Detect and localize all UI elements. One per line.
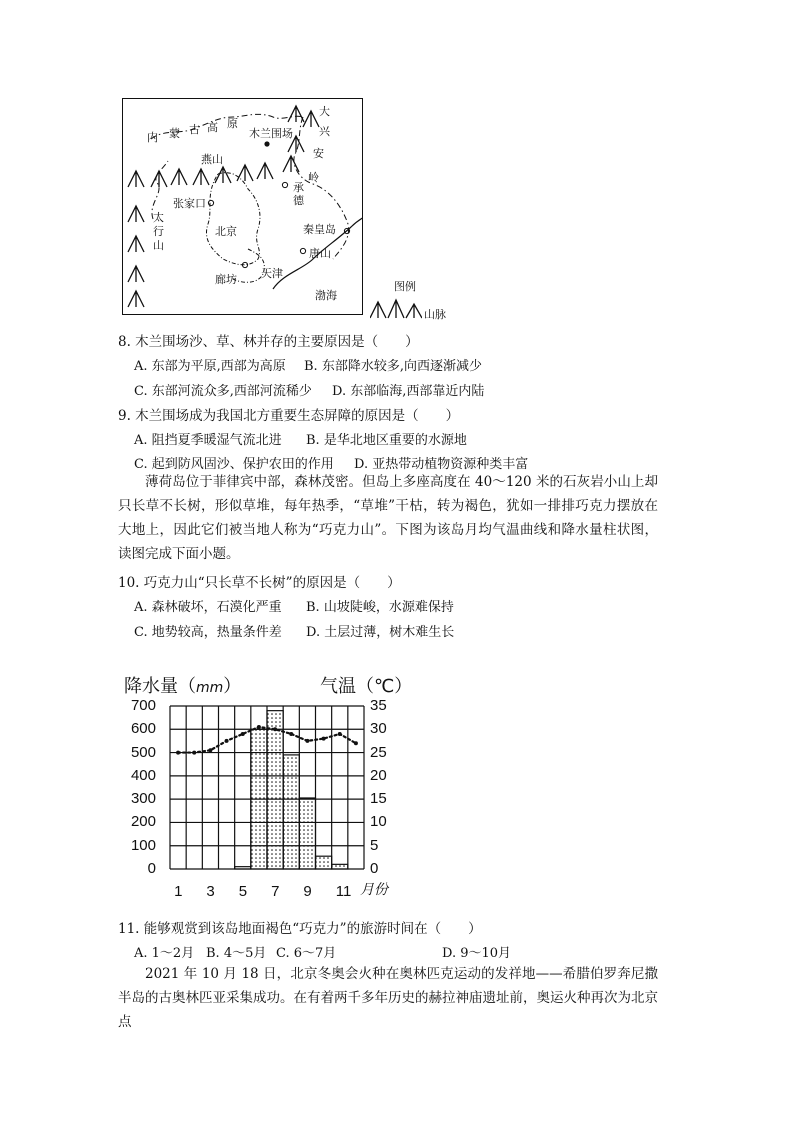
label-nei: 内 (147, 131, 158, 144)
label-gao: 高 (207, 121, 218, 134)
label-taihang-2: 行 (153, 225, 164, 238)
label-gu: 古 (189, 123, 200, 136)
precip-bar (316, 856, 332, 869)
q8-option-b: B. 东部降水较多,向西逐渐减少 (304, 359, 482, 374)
left-tick-label: 200 (130, 813, 156, 831)
precip-bar (251, 729, 267, 869)
temperature-point (241, 732, 245, 736)
right-tick-label: 0 (370, 860, 379, 877)
map-legend (366, 276, 456, 324)
left-tick-label: 400 (130, 766, 156, 784)
temperature-point (338, 732, 342, 736)
right-tick-label: 30 (370, 720, 387, 738)
x-tick-label: 5 (238, 883, 248, 900)
label-mulan: 木兰围场 (249, 127, 293, 140)
x-tick-label: 7 (271, 883, 280, 900)
label-da: 大 (319, 105, 330, 118)
temperature-point (257, 725, 261, 729)
precip-bar (299, 798, 315, 869)
left-tick-label: 0 (147, 860, 156, 877)
label-yuan: 原 (227, 117, 238, 130)
q9-option-a: A. 阻挡夏季暖湿气流北进 (134, 433, 282, 448)
right-axis-title: 气温（℃） (320, 676, 413, 697)
q10-option-b: B. 山坡陡峻，水源难保持 (306, 600, 454, 615)
temperature-point (305, 739, 309, 743)
label-yanshan: 燕山 (201, 153, 223, 166)
precip-bar (283, 755, 299, 869)
label-qinhuangdao: 秦皇岛 (303, 223, 336, 236)
label-taihang-1: 太 (153, 211, 164, 224)
label-zhangjiakou: 张家口 (173, 197, 206, 210)
label-chengde-2: 德 (293, 194, 304, 207)
right-tick-label: 10 (370, 813, 387, 831)
q11-option-b: B. 4～5月 (206, 946, 267, 961)
q8-option-d: D. 东部临海,西部靠近内陆 (332, 384, 485, 399)
right-tick-label: 35 (370, 697, 387, 714)
climate-chart (118, 668, 414, 906)
left-tick-label: 600 (130, 720, 156, 738)
label-tianjin: 天津 (261, 267, 283, 280)
q11-option-d: D. 9～10月 (442, 946, 512, 961)
label-bohai: 渤海 (315, 289, 337, 302)
mountain-legend-icon (370, 298, 422, 320)
temperature-point (354, 741, 358, 745)
q9-stem: 9. 木兰围场成为我国北方重要生态屏障的原因是（ ） (118, 408, 460, 424)
left-tick-label: 100 (130, 836, 156, 854)
q11-stem: 11. 能够观赏到该岛地面褐色“巧克力”的旅游时间在（ ） (118, 921, 482, 937)
right-tick-label: 25 (370, 743, 387, 761)
temperature-point (273, 727, 277, 731)
right-tick-label: 15 (370, 790, 387, 808)
q8-option-a: A. 东部为平原,西部为高原 (134, 359, 286, 374)
regional-map (122, 98, 363, 315)
temperature-point (176, 751, 180, 755)
temperature-point (289, 732, 293, 736)
q9-option-d: D. 亚热带动植物资源种类丰富 (354, 457, 529, 472)
q10-option-a: A. 森林破坏，石漠化严重 (134, 600, 282, 615)
label-an: 安 (313, 147, 324, 160)
precip-bar (267, 711, 283, 869)
left-axis-title-main: 降水量（ (124, 676, 196, 697)
right-tick-label: 20 (370, 766, 387, 784)
q10-option-d: D. 土层过薄，树木难生长 (306, 625, 455, 640)
q10-option-c: C. 地势较高，热量条件差 (134, 625, 282, 640)
q9-option-c: C. 起到防风固沙、保护农田的作用 (134, 457, 334, 472)
q10-stem: 10. 巧克力山“只长草不长树”的原因是（ ） (118, 575, 401, 591)
legend-title: 图例 (394, 280, 416, 293)
left-axis-title-unit: mm (196, 680, 224, 696)
precip-bar (332, 864, 348, 869)
q8-stem: 8. 木兰围场沙、草、林并存的主要原因是（ ） (118, 334, 419, 350)
label-meng: 蒙 (169, 127, 180, 140)
temperature-point (225, 739, 229, 743)
q9-option-b: B. 是华北地区重要的水源地 (306, 433, 467, 448)
left-tick-label: 500 (130, 743, 156, 761)
x-tick-label: 3 (206, 883, 215, 900)
temperature-point (208, 748, 212, 752)
left-axis-title-close: ） (223, 676, 242, 697)
left-tick-label: 300 (130, 790, 156, 808)
label-beijing: 北京 (215, 225, 237, 238)
left-tick-label: 700 (130, 697, 156, 714)
temperature-point (322, 737, 326, 741)
x-unit-label: 月份 (360, 881, 388, 897)
legend-label: 山脉 (424, 308, 446, 321)
label-ling: 岭 (308, 171, 319, 184)
precip-bar (235, 867, 251, 869)
temperature-point (192, 751, 196, 755)
label-chengde-1: 承 (293, 181, 304, 194)
label-tangshan: 唐山 (309, 247, 331, 260)
x-tick-label: 1 (174, 883, 183, 900)
x-tick-label: 9 (303, 883, 312, 900)
passage-chocolate-hills: 薄荷岛位于菲律宾中部，森林茂密。但岛上多座高度在 40～120 米的石灰岩小山上却只长草不长树，形似草堆，每年热季，“草堆”干枯，转为褐色，犹如一排排巧克力摆放在大地上，因此它们被当地人称为“巧克力山”。下图为该岛月均气温曲线和降水量柱状图，读图完成下面小题。 (118, 474, 658, 562)
passage-olympic-flame: 2021 年 10 月 18 日，北京冬奥会火种在奥林匹克运动的发祥地——希腊伯罗奔尼撒半岛的古奥林匹亚采集成功。在有着两千多年历史的赫拉神庙遗址前，奥运火种再次为北京点 (118, 966, 658, 1030)
label-xing: 兴 (319, 125, 330, 138)
label-langfang: 廊坊 (215, 273, 237, 286)
q8-option-c: C. 东部河流众多,西部河流稀少 (134, 384, 312, 399)
x-tick-label: 11 (335, 883, 352, 900)
right-tick-label: 5 (370, 836, 379, 854)
q11-option-c: C. 6～7月 (276, 946, 337, 961)
q11-option-a: A. 1～2月 (134, 946, 195, 961)
label-taihang-3: 山 (153, 239, 164, 252)
